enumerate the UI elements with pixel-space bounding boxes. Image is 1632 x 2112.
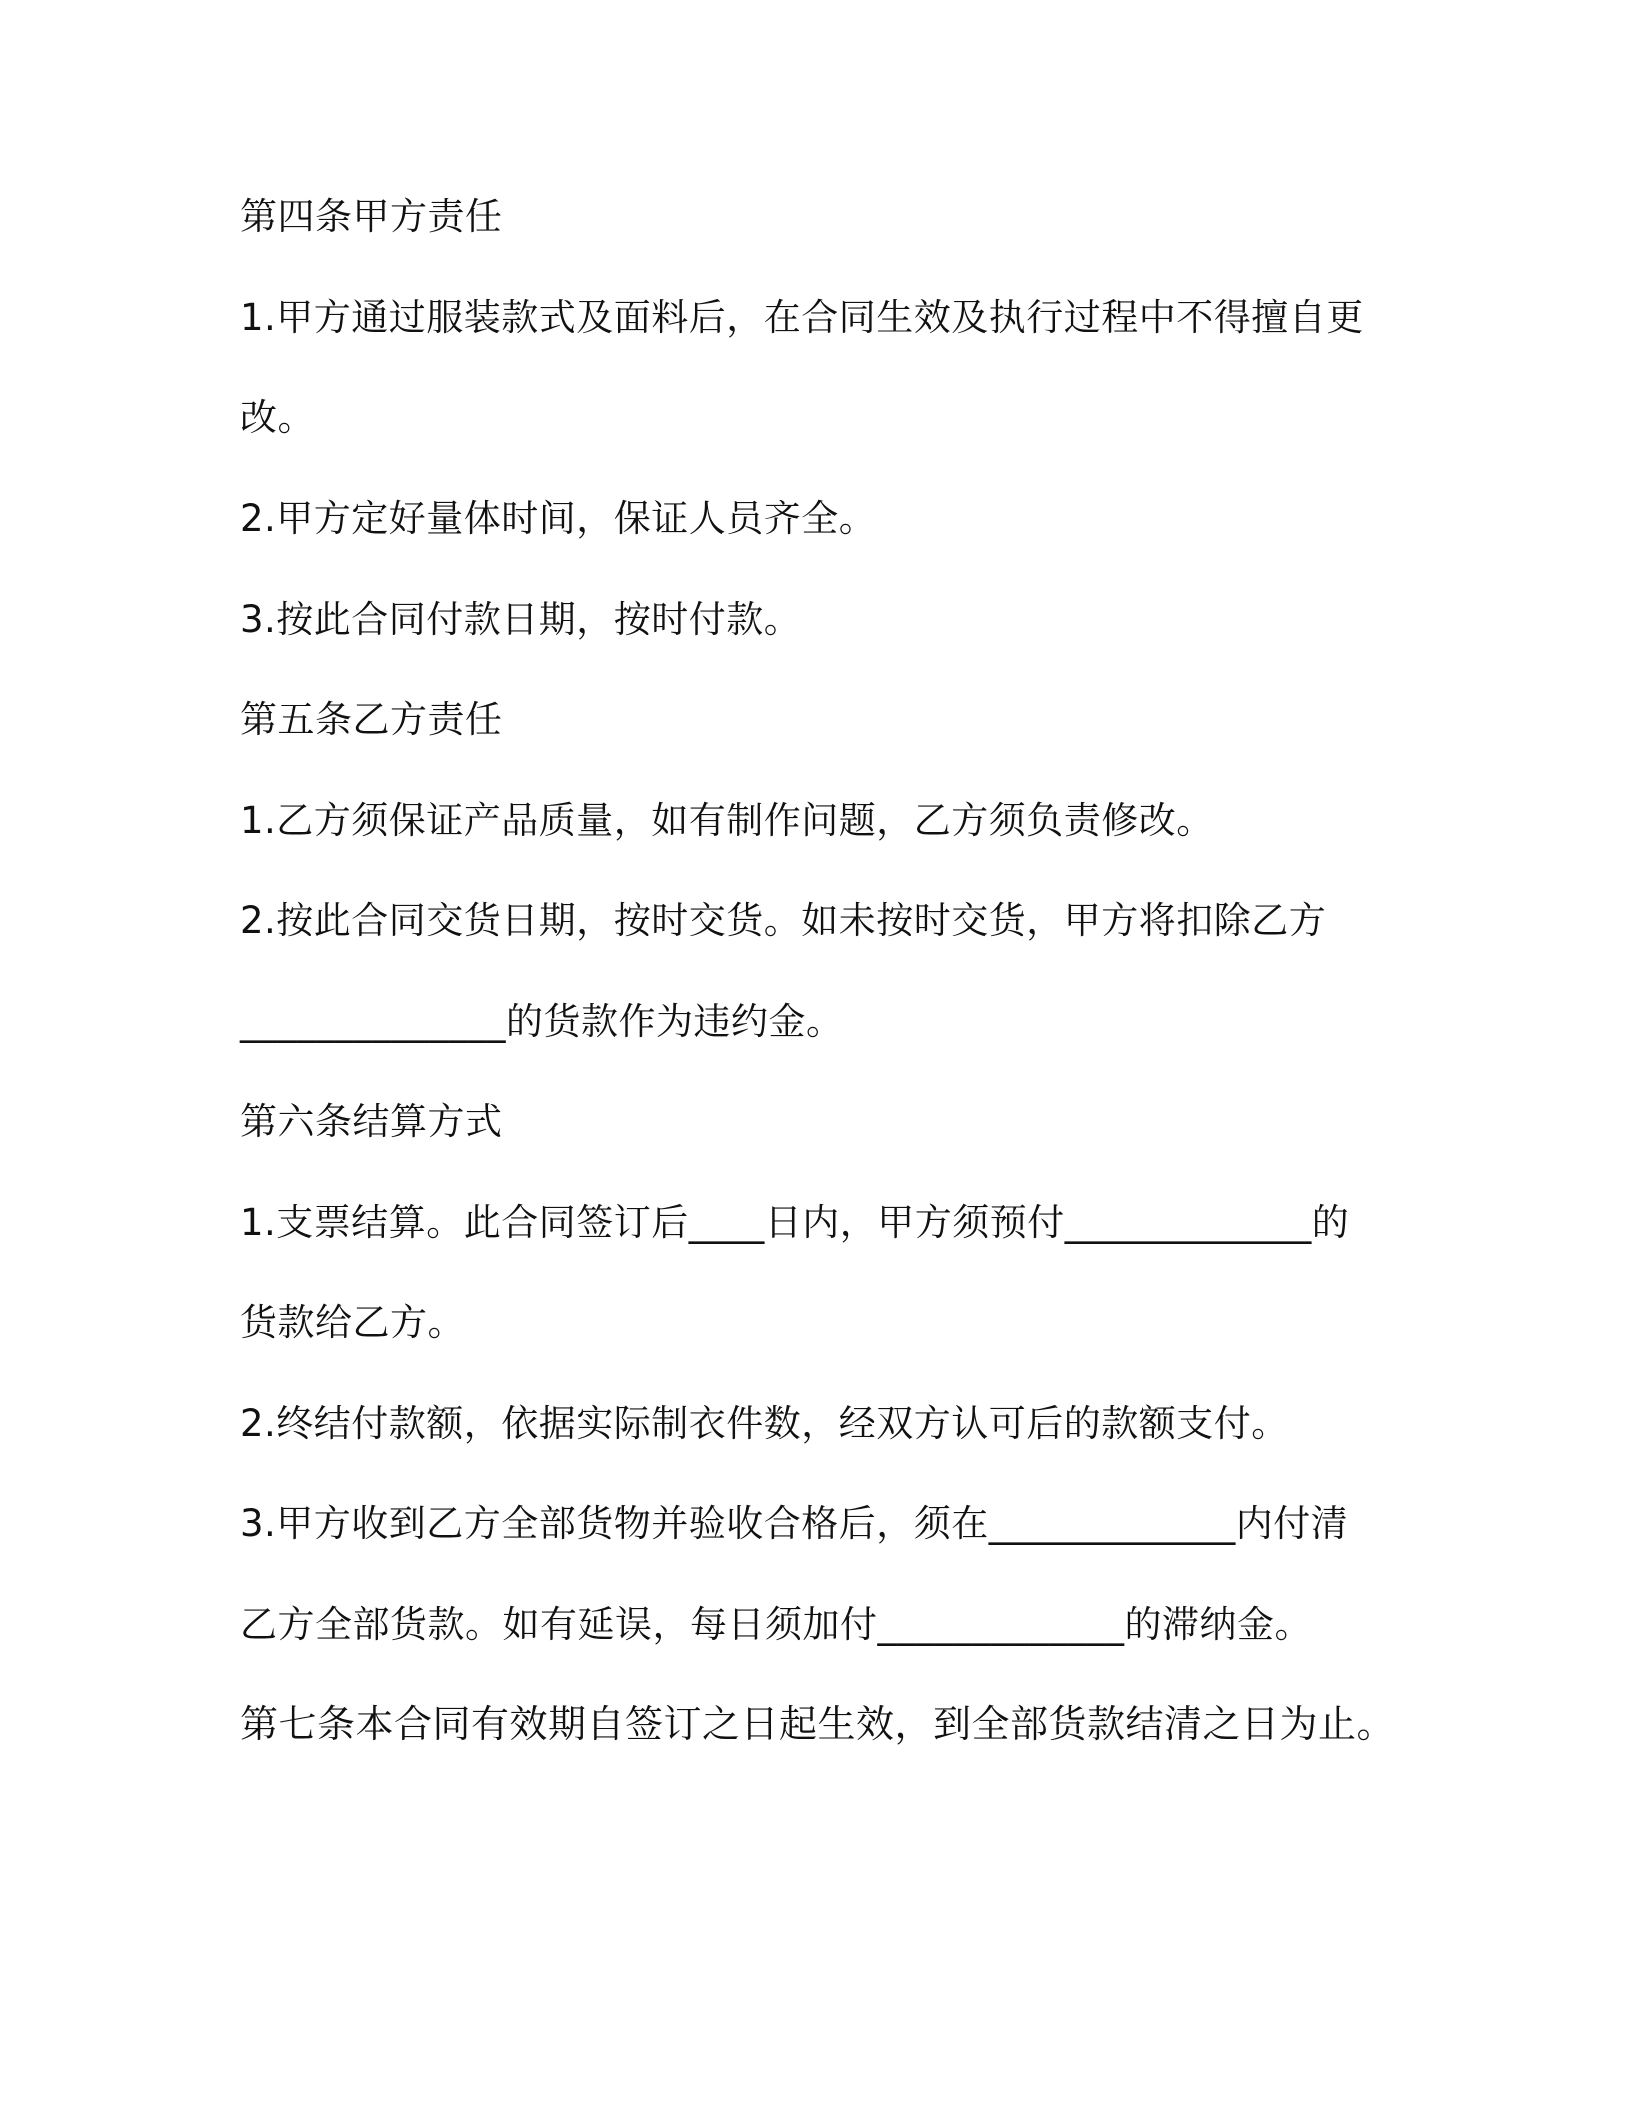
article-6-item-3-continued: 乙方全部货款。如有延误，每日须加付_____________的滞纳金。 (240, 1603, 1312, 1646)
article-4-item-3: 3.按此合同付款日期，按时付款。 (240, 598, 802, 641)
article-5-heading: 第五条乙方责任 (240, 698, 503, 741)
article-6-item-1-continued: 货款给乙方。 (240, 1301, 465, 1344)
article-5-item-2: 2.按此合同交货日期，按时交货。如未按时交货，甲方将扣除乙方 (240, 899, 1327, 942)
article-4-heading: 第四条甲方责任 (240, 195, 503, 238)
article-5-item-2-continued: ______________的货款作为违约金。 (240, 1000, 844, 1043)
article-6-item-3: 3.甲方收到乙方全部货物并验收合格后，须在_____________内付清 (240, 1502, 1349, 1545)
article-6-heading: 第六条结算方式 (240, 1100, 503, 1143)
article-6-item-2: 2.终结付款额，依据实际制衣件数，经双方认可后的款额支付。 (240, 1402, 1289, 1445)
article-4-item-2: 2.甲方定好量体时间，保证人员齐全。 (240, 497, 877, 540)
article-5-item-1: 1.乙方须保证产品质量，如有制作问题，乙方须负责修改。 (240, 799, 1214, 842)
article-7: 第七条本合同有效期自签订之日起生效，到全部货款结清之日为止。 (240, 1702, 1396, 1746)
article-6-item-1: 1.支票结算。此合同签订后____日内，甲方须预付_____________的 (240, 1201, 1350, 1244)
article-4-item-1-continued: 改。 (240, 396, 315, 439)
article-4-item-1: 1.甲方通过服装款式及面料后，在合同生效及执行过程中不得擅自更 (240, 296, 1364, 339)
